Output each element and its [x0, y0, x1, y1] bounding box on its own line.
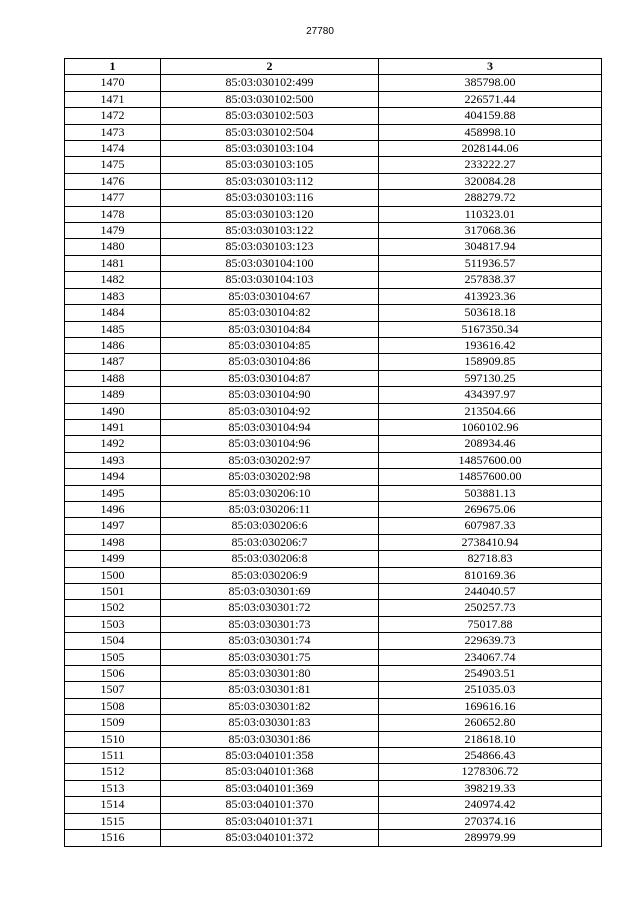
value-cell: 158909.85: [379, 354, 602, 370]
cadastral-number-cell: 85:03:030103:104: [161, 141, 379, 157]
row-number-cell: 1470: [65, 75, 161, 91]
table-row: [65, 600, 602, 616]
cadastral-number-cell: 85:03:030301:81: [161, 682, 379, 698]
value-cell: 254866.43: [379, 748, 602, 764]
cadastral-number-cell: 85:03:040101:368: [161, 764, 379, 780]
cadastral-number-cell: 85:03:040101:371: [161, 813, 379, 829]
table-row: [65, 387, 602, 403]
value-cell: 75017.88: [379, 616, 602, 632]
value-cell: 234067.74: [379, 649, 602, 665]
row-number-cell: 1489: [65, 387, 161, 403]
table-row: [65, 190, 602, 206]
row-number-cell: 1486: [65, 337, 161, 353]
value-cell: 254903.51: [379, 666, 602, 682]
value-cell: 289979.99: [379, 830, 602, 846]
value-cell: 413923.36: [379, 288, 602, 304]
value-cell: 597130.25: [379, 370, 602, 386]
table-row: [65, 239, 602, 255]
row-number-cell: 1483: [65, 288, 161, 304]
cadastral-number-cell: 85:03:030206:8: [161, 551, 379, 567]
value-cell: 385798.00: [379, 75, 602, 91]
row-number-cell: 1471: [65, 91, 161, 107]
value-cell: 1060102.96: [379, 419, 602, 435]
cadastral-number-cell: 85:03:030102:504: [161, 124, 379, 140]
value-cell: 250257.73: [379, 600, 602, 616]
table-row: [65, 419, 602, 435]
table-row: [65, 206, 602, 222]
value-cell: 244040.57: [379, 584, 602, 600]
table-row: [65, 830, 602, 846]
row-number-cell: 1484: [65, 305, 161, 321]
cadastral-number-cell: 85:03:030104:67: [161, 288, 379, 304]
row-number-cell: 1478: [65, 206, 161, 222]
cadastral-number-cell: 85:03:030301:73: [161, 616, 379, 632]
row-number-cell: 1481: [65, 255, 161, 271]
value-cell: 14857600.00: [379, 452, 602, 468]
table-row: [65, 584, 602, 600]
row-number-cell: 1514: [65, 797, 161, 813]
row-number-cell: 1493: [65, 452, 161, 468]
row-number-cell: 1511: [65, 748, 161, 764]
row-number-cell: 1516: [65, 830, 161, 846]
cadastral-number-cell: 85:03:030103:123: [161, 239, 379, 255]
value-cell: 226571.44: [379, 91, 602, 107]
cadastral-number-cell: 85:03:030301:69: [161, 584, 379, 600]
value-cell: 218618.10: [379, 731, 602, 747]
table-row: [65, 370, 602, 386]
cadastral-number-cell: 85:03:030104:90: [161, 387, 379, 403]
cadastral-number-cell: 85:03:030102:500: [161, 91, 379, 107]
value-cell: 317068.36: [379, 223, 602, 239]
row-number-cell: 1510: [65, 731, 161, 747]
row-number-cell: 1501: [65, 584, 161, 600]
value-cell: 110323.01: [379, 206, 602, 222]
value-cell: 260652.80: [379, 715, 602, 731]
table-row: [65, 813, 602, 829]
row-number-cell: 1476: [65, 173, 161, 189]
cadastral-number-cell: 85:03:030104:96: [161, 436, 379, 452]
value-cell: 233222.27: [379, 157, 602, 173]
row-number-cell: 1485: [65, 321, 161, 337]
table-row: [65, 452, 602, 468]
value-cell: 193616.42: [379, 337, 602, 353]
column-header-2: 2: [161, 59, 379, 75]
cadastral-number-cell: 85:03:030104:86: [161, 354, 379, 370]
table-row: [65, 91, 602, 107]
value-cell: 503881.13: [379, 485, 602, 501]
table-row: [65, 485, 602, 501]
cadastral-number-cell: 85:03:030104:94: [161, 419, 379, 435]
cadastral-number-cell: 85:03:030206:7: [161, 534, 379, 550]
row-number-cell: 1491: [65, 419, 161, 435]
table-body: [65, 75, 602, 846]
row-number-cell: 1479: [65, 223, 161, 239]
cadastral-number-cell: 85:03:030104:92: [161, 403, 379, 419]
table-row: [65, 305, 602, 321]
row-number-cell: 1498: [65, 534, 161, 550]
value-cell: 1278306.72: [379, 764, 602, 780]
cadastral-number-cell: 85:03:030103:122: [161, 223, 379, 239]
table-row: [65, 157, 602, 173]
table-row: [65, 108, 602, 124]
cadastral-number-cell: 85:03:030104:82: [161, 305, 379, 321]
cadastral-number-cell: 85:03:030301:74: [161, 633, 379, 649]
row-number-cell: 1508: [65, 698, 161, 714]
value-cell: 434397.97: [379, 387, 602, 403]
row-number-cell: 1505: [65, 649, 161, 665]
value-cell: 2028144.06: [379, 141, 602, 157]
value-cell: 5167350.34: [379, 321, 602, 337]
row-number-cell: 1497: [65, 518, 161, 534]
value-cell: 213504.66: [379, 403, 602, 419]
cadastral-number-cell: 85:03:030104:100: [161, 255, 379, 271]
table-row: [65, 682, 602, 698]
cadastral-number-cell: 85:03:030206:9: [161, 567, 379, 583]
value-cell: 82718.83: [379, 551, 602, 567]
row-number-cell: 1496: [65, 501, 161, 517]
row-number-cell: 1506: [65, 666, 161, 682]
value-cell: 229639.73: [379, 633, 602, 649]
value-cell: 288279.72: [379, 190, 602, 206]
value-cell: 398219.33: [379, 780, 602, 796]
value-cell: 240974.42: [379, 797, 602, 813]
table-row: [65, 616, 602, 632]
value-cell: 208934.46: [379, 436, 602, 452]
table-row: [65, 354, 602, 370]
cadastral-number-cell: 85:03:030301:75: [161, 649, 379, 665]
value-cell: 169616.16: [379, 698, 602, 714]
row-number-cell: 1503: [65, 616, 161, 632]
cadastral-number-cell: 85:03:040101:369: [161, 780, 379, 796]
table-row: [65, 764, 602, 780]
table-row: [65, 731, 602, 747]
row-number-cell: 1492: [65, 436, 161, 452]
table-row: [65, 403, 602, 419]
table-row: [65, 75, 602, 91]
value-cell: 304817.94: [379, 239, 602, 255]
table-row: [65, 715, 602, 731]
value-cell: 320084.28: [379, 173, 602, 189]
row-number-cell: 1499: [65, 551, 161, 567]
table-row: [65, 649, 602, 665]
table-row: [65, 255, 602, 271]
cadastral-number-cell: 85:03:040101:358: [161, 748, 379, 764]
cadastral-number-cell: 85:03:030202:97: [161, 452, 379, 468]
value-cell: 269675.06: [379, 501, 602, 517]
row-number-cell: 1474: [65, 141, 161, 157]
column-header-1: 1: [65, 59, 161, 75]
cadastral-number-cell: 85:03:030103:120: [161, 206, 379, 222]
table-row: [65, 797, 602, 813]
column-header-3: 3: [379, 59, 602, 75]
cadastral-number-cell: 85:03:030103:112: [161, 173, 379, 189]
table-row: [65, 748, 602, 764]
row-number-cell: 1472: [65, 108, 161, 124]
table-row: [65, 272, 602, 288]
cadastral-number-cell: 85:03:030103:105: [161, 157, 379, 173]
row-number-cell: 1475: [65, 157, 161, 173]
cadastral-number-cell: 85:03:030206:10: [161, 485, 379, 501]
page-number: 27780: [306, 26, 334, 37]
row-number-cell: 1502: [65, 600, 161, 616]
cadastral-number-cell: 85:03:030103:116: [161, 190, 379, 206]
table-row: [65, 141, 602, 157]
cadastral-number-cell: 85:03:030104:103: [161, 272, 379, 288]
cadastral-number-cell: 85:03:030301:80: [161, 666, 379, 682]
value-cell: 257838.37: [379, 272, 602, 288]
cadastral-number-cell: 85:03:030102:503: [161, 108, 379, 124]
row-number-cell: 1487: [65, 354, 161, 370]
value-cell: 270374.16: [379, 813, 602, 829]
table-row: [65, 337, 602, 353]
value-cell: 810169.36: [379, 567, 602, 583]
row-number-cell: 1482: [65, 272, 161, 288]
row-number-cell: 1509: [65, 715, 161, 731]
table-row: [65, 501, 602, 517]
row-number-cell: 1477: [65, 190, 161, 206]
table-row: [65, 567, 602, 583]
table-row: [65, 436, 602, 452]
cadastral-number-cell: 85:03:040101:372: [161, 830, 379, 846]
value-cell: 14857600.00: [379, 469, 602, 485]
row-number-cell: 1490: [65, 403, 161, 419]
table-row: [65, 469, 602, 485]
cadastral-number-cell: 85:03:030104:87: [161, 370, 379, 386]
table-row: [65, 551, 602, 567]
cadastral-number-cell: 85:03:030104:84: [161, 321, 379, 337]
table-row: [65, 633, 602, 649]
row-number-cell: 1495: [65, 485, 161, 501]
value-cell: 458998.10: [379, 124, 602, 140]
cadastral-number-cell: 85:03:040101:370: [161, 797, 379, 813]
value-cell: 607987.33: [379, 518, 602, 534]
row-number-cell: 1513: [65, 780, 161, 796]
cadastral-number-cell: 85:03:030301:83: [161, 715, 379, 731]
value-cell: 503618.18: [379, 305, 602, 321]
table-row: [65, 124, 602, 140]
row-number-cell: 1504: [65, 633, 161, 649]
table-row: [65, 698, 602, 714]
cadastral-value-table: [64, 58, 602, 847]
cadastral-number-cell: 85:03:030206:6: [161, 518, 379, 534]
header-row: [65, 59, 602, 75]
table-row: [65, 173, 602, 189]
row-number-cell: 1480: [65, 239, 161, 255]
cadastral-number-cell: 85:03:030301:72: [161, 600, 379, 616]
table-row: [65, 223, 602, 239]
table-row: [65, 534, 602, 550]
cadastral-number-cell: 85:03:030104:85: [161, 337, 379, 353]
row-number-cell: 1512: [65, 764, 161, 780]
cadastral-number-cell: 85:03:030206:11: [161, 501, 379, 517]
table-row: [65, 518, 602, 534]
row-number-cell: 1507: [65, 682, 161, 698]
table-row: [65, 666, 602, 682]
cadastral-number-cell: 85:03:030301:82: [161, 698, 379, 714]
value-cell: 2738410.94: [379, 534, 602, 550]
table-row: [65, 321, 602, 337]
value-cell: 511936.57: [379, 255, 602, 271]
table-row: [65, 780, 602, 796]
value-cell: 404159.88: [379, 108, 602, 124]
table-header: [65, 59, 602, 75]
row-number-cell: 1500: [65, 567, 161, 583]
cadastral-number-cell: 85:03:030202:98: [161, 469, 379, 485]
row-number-cell: 1488: [65, 370, 161, 386]
value-cell: 251035.03: [379, 682, 602, 698]
row-number-cell: 1473: [65, 124, 161, 140]
row-number-cell: 1494: [65, 469, 161, 485]
row-number-cell: 1515: [65, 813, 161, 829]
table-row: [65, 288, 602, 304]
cadastral-number-cell: 85:03:030301:86: [161, 731, 379, 747]
cadastral-number-cell: 85:03:030102:499: [161, 75, 379, 91]
